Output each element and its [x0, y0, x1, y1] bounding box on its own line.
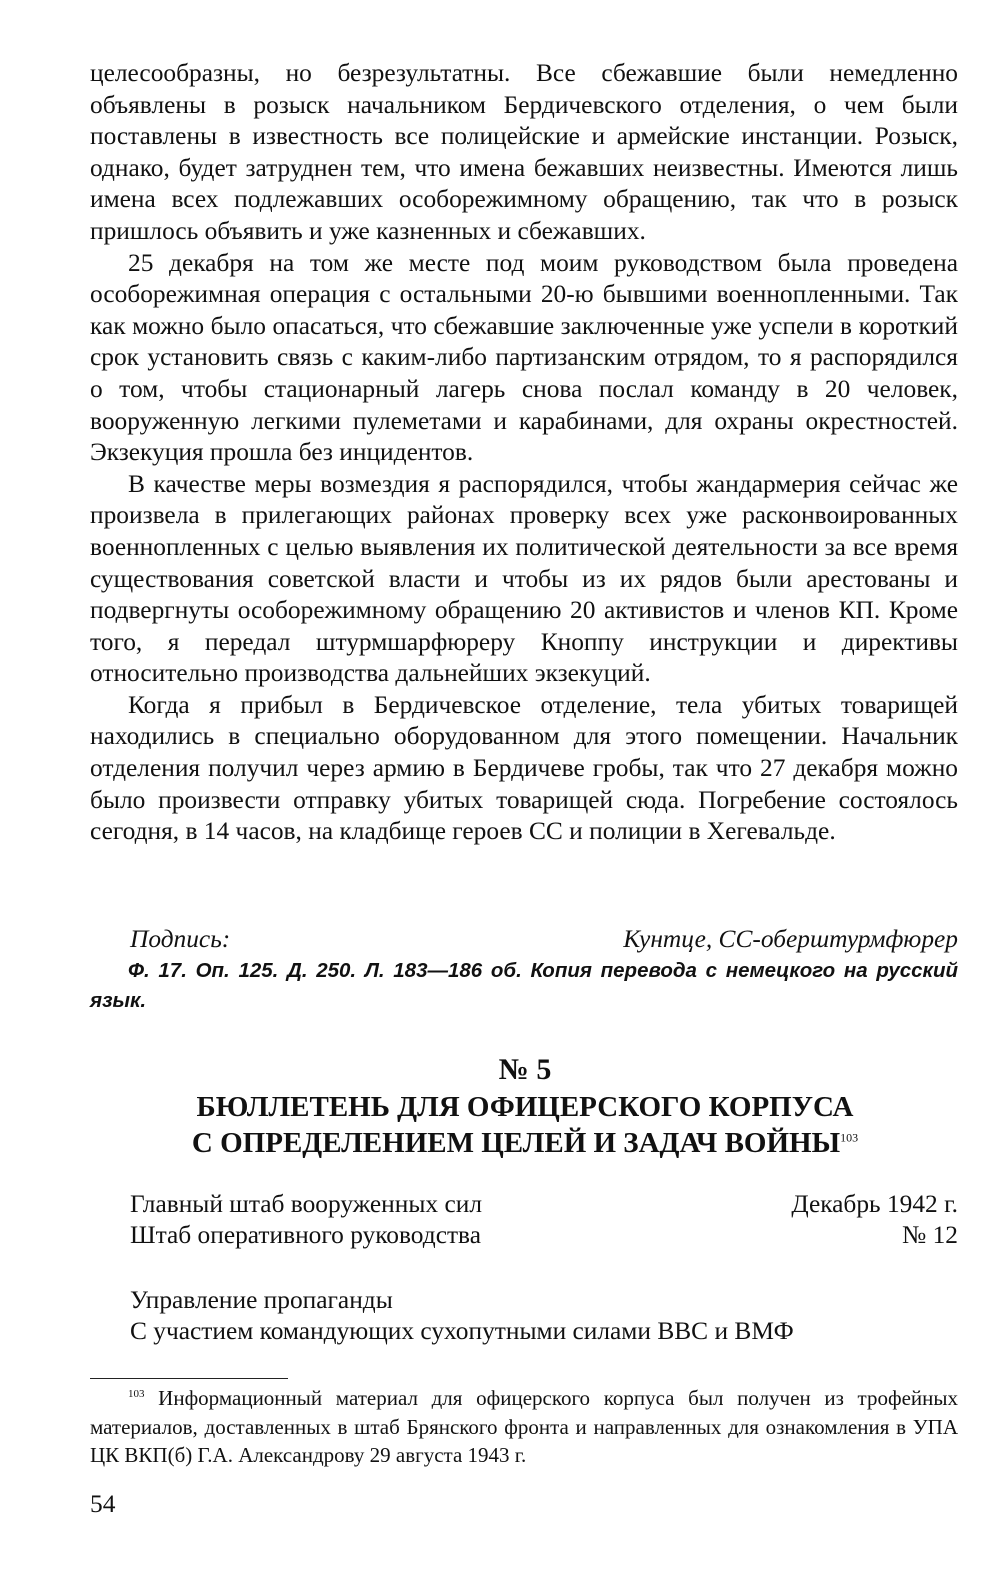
participants: С участием командующих сухопутными силами ВВС и ВМФ — [130, 1317, 794, 1345]
paragraph: В качестве меры возмездия я распорядился, чтобы жандармерия сейчас же произвела в прилегающих районах проверку всех уже расконвоированных военнопленных с целью выявления их политической деятельности за все время существования советской власти и чтобы из их рядов были арестованы и подвергнуты особорежимному обращению 20 активистов и членов КП. Кроме того, я передал штурмшарфюреру Кноппу инструкции и директивы относительно производства дальнейших экзекуций. — [90, 469, 958, 688]
document-number: № 5 — [498, 1053, 552, 1086]
document-title — [0, 1089, 1000, 1161]
footnote-reference: 103 — [840, 1130, 859, 1145]
issue-number: № 12 — [902, 1221, 958, 1249]
title-line: С ОПРЕДЕЛЕНИЕМ ЦЕЛЕЙ И ЗАДАЧ ВОЙНЫ — [191, 1127, 841, 1159]
department: Управление пропаганды — [130, 1286, 393, 1314]
document-date: Декабрь 1942 г. — [791, 1190, 958, 1218]
organization-subdivision: Штаб оперативного руководства — [130, 1221, 481, 1249]
paragraph: целесообразны, но безрезультатны. Все сбежавшие были немедленно объявлены в розыск начальником Бердичевского отделения, о чем были поставлены в известность все полицейские и армейские инстанции. Розыск, однако, будет затруднен тем, что имена бежавших неизвестны. Имеются лишь имена всех подлежавших особорежимному обращению, так что в розыск пришлось объявить и уже казненных и сбежавших. — [90, 59, 958, 245]
title-line: БЮЛЛЕТЕНЬ ДЛЯ ОФИЦЕРСКОГО КОРПУСА — [196, 1091, 854, 1123]
paragraph: Когда я прибыл в Бердичевское отделение, тела убитых товарищей находились в специально оборудованном для этого помещении. Начальник отделения получил через армию в Бердичеве гробы, так что 27 декабря можно было произвести отправку убитых товарищей сюда. Погребение состоялось сегодня, в 14 часов, на кладбище героев СС и полиции в Хегевальде. — [90, 690, 958, 846]
footnote — [90, 1384, 958, 1470]
organization-name: Главный штаб вооруженных сил — [130, 1190, 482, 1218]
signature-label: Подпись: — [130, 925, 231, 953]
paragraph: 25 декабря на том же месте под моим руководством была проведена особорежимная операция с остальными 20-ю бывшими военнопленными. Так как можно было опасаться, что сбежавшие заключенные уже успели в короткий срок установить связь с каким-либо партизанским отрядом, то я распорядился о том, чтобы стационарный лагерь снова послал команду в 20 человек, вооруженную легкими пулеметами и карабинами, для охраны окрестностей. Экзекуция прошла без инцидентов. — [90, 248, 958, 467]
body-text — [90, 58, 958, 848]
header-row — [130, 1220, 958, 1251]
archive-reference: Ф. 17. Оп. 125. Д. 250. Л. 183—186 об. Копия перевода с немецкого на русский язык. — [90, 959, 958, 1012]
header-row — [130, 1189, 958, 1220]
page-number: 54 — [90, 1490, 116, 1518]
footnote-number: 103 — [128, 1388, 145, 1400]
signer-name: Кунтце, СС-оберштурмфюрер — [623, 925, 958, 953]
footnote-divider — [90, 1378, 288, 1379]
signature-line — [130, 924, 958, 955]
footnote-text: Информационный материал для офицерского корпуса был получен из трофейных материалов, доставленных в штаб Брянского фронта и направленных для ознакомления в УПА ЦК ВКП(б) Г.А. Александрову 29 августа 1943 г. — [90, 1386, 959, 1467]
